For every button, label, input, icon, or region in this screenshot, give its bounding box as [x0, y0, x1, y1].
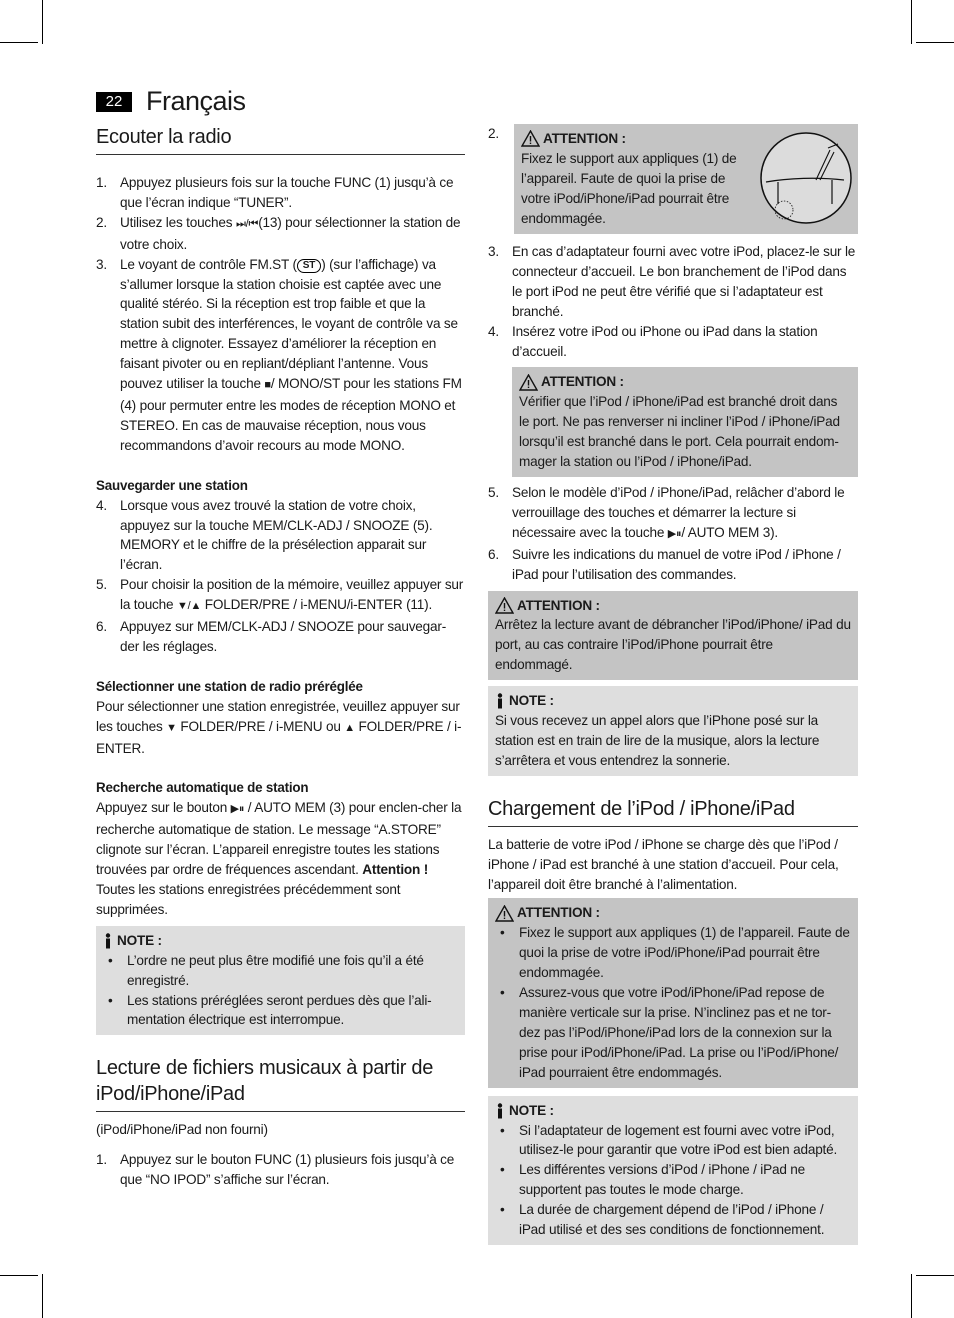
list-item [96, 255, 465, 456]
crop-mark [42, 1274, 43, 1318]
info-i-icon [103, 933, 113, 949]
list-item [488, 242, 858, 322]
note-header [103, 931, 458, 951]
down-arrow-icon: ▼ [166, 721, 177, 734]
list-item: • L’ordre ne peut plus être modifié une fois qu’il a été enregistré. [103, 951, 458, 991]
step-text: Appuyez plusieurs fois sur la touche FUNC (1) jusqu’à ce que l’écran indique “TUNER”. [120, 175, 454, 210]
list-item: • La durée de chargement dépend de l’iPod / iPhone / iPad utilisé et des ses conditions de fonctionnement. [495, 1200, 851, 1240]
ipod-steps-b [488, 242, 858, 361]
note-label: NOTE : [117, 932, 162, 948]
step-number: 6. [96, 619, 107, 635]
stop-icon: ■ [264, 379, 271, 392]
note-box-radio [96, 926, 465, 1036]
list-item [96, 617, 465, 657]
subsection-title-save: Sauvegarder une station [96, 477, 248, 493]
subsection-title-preset: Sélectionner une station de radio préréglée [96, 678, 363, 694]
ipod-steps-c [488, 483, 858, 585]
list-item [96, 1150, 465, 1190]
step-2-row [488, 124, 858, 234]
attention-list [495, 923, 851, 1082]
attention-header [495, 596, 851, 616]
note-header [495, 691, 851, 711]
step-number: 5. [488, 484, 499, 500]
skip-buttons-icon: ⏭/⏮ [235, 217, 259, 230]
section-title-charging: Chargement de l’iPod / iPhone/iPad [488, 796, 858, 827]
up-arrow-icon: ▲ [344, 721, 355, 734]
step-text: (13) pour sélectionner la station de votre choix. [120, 214, 461, 252]
attention-label: ATTENTION : [517, 905, 600, 921]
stereo-indicator-icon: ST [297, 259, 321, 273]
crop-mark [0, 1275, 38, 1276]
attention-label: ATTENTION : [517, 597, 600, 613]
step-text: Appuyez sur le bouton FUNC (1) plusieurs fois jusqu’à ce que “NO IPOD” s’affiche sur l’écran. [120, 1152, 455, 1188]
note-label: NOTE : [509, 1102, 554, 1118]
list-item [488, 545, 858, 585]
play-pause-icon: ▶⏸ [667, 527, 682, 540]
section-title-radio: Ecouter la radio [96, 124, 465, 155]
step-number: 4. [488, 323, 499, 339]
dock-support-illustration-icon [758, 130, 854, 226]
info-i-icon [495, 693, 505, 709]
step-number: 5. [96, 577, 107, 593]
note-header [495, 1101, 851, 1121]
step-text: Insérez votre iPod ou iPhone ou iPad dans la station d’accueil. [512, 323, 818, 359]
warning-triangle-icon [495, 905, 514, 922]
ipod-steps-a [96, 1150, 465, 1190]
note-label: NOTE : [509, 693, 554, 709]
step-number: 1. [96, 1152, 107, 1168]
step-number: 3. [488, 244, 499, 259]
step-text: En cas d’adaptateur fourni avec votre iPod, placez-le sur le connecteur d’accueil. Le bon branchement de l’iPod dans le port iPod ne peut être vérifié que si l’adaptateur est branché. [512, 244, 856, 319]
warning-triangle-icon [519, 374, 538, 391]
step-number: 6. [488, 546, 499, 562]
charging-intro: La batterie de votre iPod / iPhone se charge dès que l’iPod / iPhone / iPad est branché à une station d’accueil. Pour cela, l’appareil doit être branché à l’alimentation. [488, 836, 839, 892]
warning-triangle-icon [521, 130, 540, 147]
attention-label: Attention ! [362, 862, 429, 878]
note-list [495, 1121, 851, 1240]
step-number: 4. [96, 497, 107, 513]
attention-box-1 [514, 124, 858, 234]
step-number: 3. [96, 256, 107, 272]
list-item: • Si l’adaptateur de logement est fourni avec votre iPod, utilisez-le pour garantir que votre iPod est bien adapté. [495, 1121, 851, 1161]
radio-steps [96, 173, 465, 456]
info-i-icon [495, 1103, 505, 1119]
step-number: 2. [488, 126, 499, 141]
subsection-title-auto-search: Recherche automatique de station [96, 780, 309, 796]
attention-text: Fixez le support aux appliques (1) de l’appareil. Faute de quoi la prise de votre iPod/iPhone/iPad pourrait être endommagée. [521, 150, 737, 226]
crop-mark [916, 42, 954, 43]
step-text: Suivre les indications du manuel de votre iPod / iPhone / iPad pour l’utilisation des commandes. [512, 546, 841, 582]
attention-box-charging [488, 898, 858, 1087]
list-item: • Les stations préréglées seront perdues dès que l’ali-mentation électrique est interrompue. [103, 991, 458, 1031]
attention-box-2 [512, 367, 858, 477]
attention-header [521, 129, 748, 149]
left-column [96, 124, 465, 1190]
note-box-ipod [488, 686, 858, 776]
auto-search-paragraph [96, 798, 465, 919]
paragraph-text: FOLDER/PRE / i-ENTER. [96, 718, 462, 756]
attention-box-3 [488, 591, 858, 681]
attention-header [519, 372, 851, 392]
page-language-title: Français [146, 86, 246, 116]
step-text: / MONO/ST pour les stations FM (4) pour permuter entre les modes de réception MONO et STEREO. En cas de mauvaise réception, nous vous recommandons d’avoir recours au mode MONO. [120, 376, 462, 453]
step-text: Selon le modèle d’iPod / iPhone/iPad, relâcher d’abord le verrouillage des touches et démarrer la lecture si nécessaire avec la touche [512, 484, 845, 540]
attention-text: Vérifier que l’iPod / iPhone/iPad est branché droit dans le port. Ne pas renverser ni incliner l’iPod / iPhone/iPad lorsqu’il est branché dans le port. Cela pourrait endom-mager la station ou l’iPod / iPhone/iPad. [519, 394, 840, 470]
step-text: Utilisez les touches [120, 214, 236, 230]
crop-mark [916, 1275, 954, 1276]
attention-text: Arrêtez la lecture avant de débrancher l’iPod/iPhone/ iPad du port, au cas contraire l’iPod/iPhone pourrait être endommagé. [495, 617, 851, 673]
crop-mark [0, 42, 38, 43]
step-text: Appuyez sur MEM/CLK-ADJ / SNOOZE pour sauvegar-der les réglages. [120, 619, 447, 654]
attention-label: ATTENTION : [543, 131, 626, 146]
paragraph-text: Appuyez sur le bouton [96, 800, 231, 816]
down-up-arrows-icon: ▼/▲ [176, 600, 202, 613]
list-item [96, 213, 465, 255]
crop-mark [42, 0, 43, 44]
step-text: Pour choisir la position de la mémoire, veuillez appuyer sur la touche [120, 577, 464, 613]
note-list [103, 951, 458, 1031]
save-steps [96, 496, 465, 657]
step-text: / AUTO MEM 3). [681, 524, 778, 540]
list-item [488, 483, 858, 545]
step-number: 2. [96, 214, 107, 230]
attention-label: ATTENTION : [541, 374, 624, 390]
list-item [96, 575, 465, 617]
note-box-charging [488, 1096, 858, 1245]
list-item [96, 496, 465, 576]
paragraph-text: Toutes les stations enregistrées précédemment sont supprimées. [96, 882, 401, 917]
play-pause-icon: ▶⏸ [230, 803, 245, 816]
warning-triangle-icon [495, 597, 514, 614]
note-text: Si vous recevez un appel alors que l’iPhone posé sur la station est en train de lire de la musique, alors la lecture s’arrêtera et vous entendrez la sonnerie. [495, 713, 820, 768]
page-number: 22 [96, 92, 132, 112]
step-text: Le voyant de contrôle FM.ST ( [120, 256, 297, 272]
step-text: ) (sur l’affichage) va s’allumer lorsque la station choisie est captée avec une qualité stéréo. Si la réception est trop faible et que la station subit des interférences, le voyant de contrôle va se mettre à clignoter. Essayez d’améliorer la réception en faisant pivoter ou en repliant/dépliant l’antenne. Vous pouvez utiliser la touche [120, 256, 458, 392]
crop-mark [911, 1274, 912, 1318]
list-item: • Assurez-vous que votre iPod/iPhone/iPad repose de manière verticale sur la prise. N’inclinez pas et ne tor-dez pas l’iPod/iPhone/iPad lors de la connexion sur la prise pour iPod/iPhone/iPad. La prise ou l’iPod/iPhone/ iPad pourraient être endommagés. [495, 983, 851, 1083]
crop-mark [911, 0, 912, 44]
right-column [488, 124, 858, 1245]
paragraph-text: / AUTO MEM (3) pour enclen-cher la recherche automatique de station. Le message “A.STORE” clignote sur l’écran. L’appareil enregistre toutes les stations trouvées par ordre de fréquences ascendant. [96, 800, 462, 878]
list-item [488, 322, 858, 362]
paragraph-text: Pour sélectionner une station enregistrée, veuillez appuyer sur les touches [96, 698, 460, 734]
section-title-ipod-play: Lecture de fichiers musicaux à partir de iPod/iPhone/iPad [96, 1055, 465, 1112]
list-item: • Les différentes versions d’iPod / iPhone / iPad ne supportent pas toutes le mode charge. [495, 1160, 851, 1200]
paragraph-text: FOLDER/PRE / i-MENU ou [176, 718, 345, 734]
step-text: FOLDER/PRE / i-MENU/i-ENTER (11). [201, 597, 433, 613]
attention-header [495, 903, 851, 923]
step-text: Lorsque vous avez trouvé la station de votre choix, appuyez sur la touche MEM/CLK-ADJ / SNOOZE (5). MEMORY et le chiffre de la présélection apparait sur l’écran. [120, 497, 433, 573]
preset-paragraph [96, 697, 465, 759]
step-number: 1. [96, 175, 107, 190]
list-item [96, 173, 465, 213]
not-supplied-note: (iPod/iPhone/iPad non fourni) [96, 1122, 268, 1138]
list-item: • Fixez le support aux appliques (1) de l’appareil. Faute de quoi la prise de votre iPod/iPhone/iPad pourrait être endommagée. [495, 923, 851, 983]
